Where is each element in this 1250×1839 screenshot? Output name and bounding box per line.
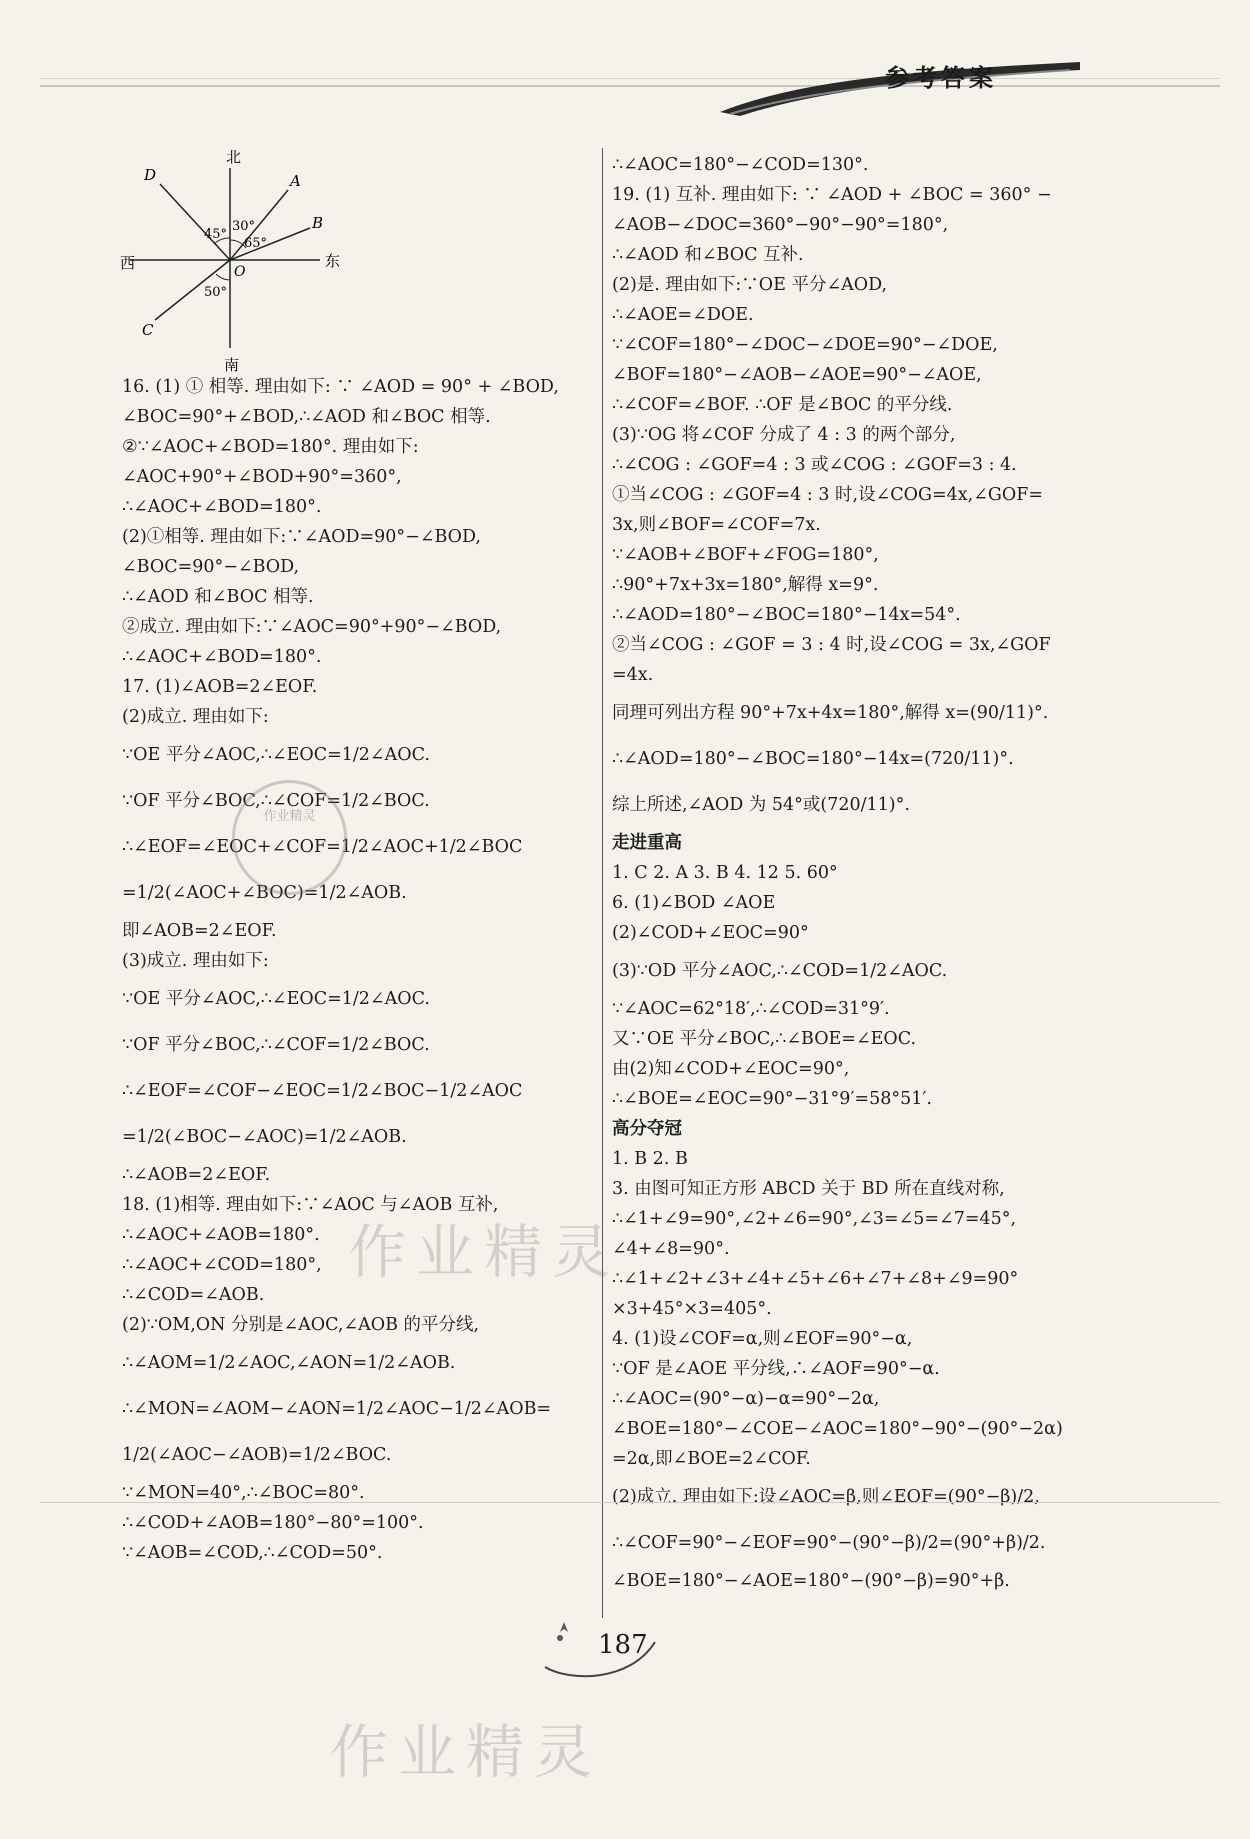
text-line: ∠BOC=90°−∠BOD,	[122, 557, 300, 577]
text-line: =1/2(∠AOC+∠BOC)=1/2∠AOB.	[122, 883, 407, 903]
text-line: ∵OF 平分∠BOC,∴∠COF=1/2∠BOC.	[122, 791, 430, 811]
section-heading: 高分夺冠	[612, 1119, 682, 1139]
text-line: ∵OF 是∠AOE 平分线,∴∠AOF=90°−α.	[612, 1359, 940, 1379]
header-title: 参考答案	[885, 63, 997, 92]
text-line: ∴∠AOD=180°−∠BOC=180°−14x=(720/11)°.	[612, 749, 1014, 769]
text-line: ∠BOF=180°−∠AOB−∠AOE=90°−∠AOE,	[612, 365, 982, 385]
text-line: ②∵∠AOC+∠BOD=180°. 理由如下:	[122, 437, 419, 457]
watermark-stamp: 作业精灵	[232, 780, 347, 895]
compass-west: 西	[120, 254, 136, 272]
text-line: ∠AOC+90°+∠BOD+90°=360°,	[122, 467, 402, 487]
text-line: ∴∠BOE=∠EOC=90°−31°9′=58°51′.	[612, 1089, 932, 1109]
text-line: (2)成立. 理由如下:	[122, 707, 269, 727]
text-line: ∠BOE=180°−∠AOE=180°−(90°−β)=90°+β.	[612, 1571, 1010, 1591]
label-b: B	[312, 214, 324, 232]
text-line: 由(2)知∠COD+∠EOC=90°,	[612, 1059, 850, 1079]
text-line: ∵∠AOC=62°18′,∴∠COD=31°9′.	[612, 999, 890, 1019]
text-line: ∴∠AOD 和∠BOC 互补.	[612, 245, 804, 265]
text-line: ∴∠MON=∠AOM−∠AON=1/2∠AOC−1/2∠AOB=	[122, 1399, 552, 1419]
text-line: (2)①相等. 理由如下:∵∠AOD=90°−∠BOD,	[122, 527, 481, 547]
text-line: 4. (1)设∠COF=α,则∠EOF=90°−α,	[612, 1329, 913, 1349]
compass-north: 北	[226, 148, 242, 166]
text-line: 17. (1)∠AOB=2∠EOF.	[122, 677, 318, 697]
text-line: ∠BOC=90°+∠BOD,∴∠AOD 和∠BOC 相等.	[122, 407, 491, 427]
text-line: 同理可列出方程 90°+7x+4x=180°,解得 x=(90/11)°.	[612, 703, 1049, 723]
text-line: ∠BOE=180°−∠COE−∠AOC=180°−90°−(90°−2α)	[612, 1419, 1063, 1439]
label-c: C	[142, 321, 154, 339]
text-line: ∴∠AOM=1/2∠AOC,∠AON=1/2∠AOB.	[122, 1353, 456, 1373]
text-line: ②当∠COG : ∠GOF = 3 : 4 时,设∠COG = 3x,∠GOF	[612, 635, 1051, 655]
text-line: ∴∠AOB=2∠EOF.	[122, 1165, 271, 1185]
text-line: ①当∠COG : ∠GOF=4 : 3 时,设∠COG=4x,∠GOF=	[612, 485, 1044, 505]
text-line: (2)∠COD+∠EOC=90°	[612, 923, 809, 943]
text-line: ∴∠AOC+∠BOD=180°.	[122, 497, 322, 517]
text-line: ∴∠1+∠9=90°,∠2+∠6=90°,∠3=∠5=∠7=45°,	[612, 1209, 1017, 1229]
text-line: ∴∠AOC+∠COD=180°,	[122, 1255, 322, 1275]
text-line: ∴∠AOD 和∠BOC 相等.	[122, 587, 314, 607]
text-line: 16. (1) ① 相等. 理由如下: ∵ ∠AOD = 90° + ∠BOD,	[122, 377, 559, 397]
text-line: 又∵OE 平分∠BOC,∴∠BOE=∠EOC.	[612, 1029, 917, 1049]
text-line: ∠AOB−∠DOC=360°−90°−90°=180°,	[612, 215, 949, 235]
text-line: ∴∠EOF=∠COF−∠EOC=1/2∠BOC−1/2∠AOC	[122, 1081, 523, 1101]
angle-30: 30°	[232, 219, 256, 234]
text-line: 19. (1) 互补. 理由如下: ∵ ∠AOD + ∠BOC = 360° −	[612, 185, 1052, 205]
text-line: ∴∠AOE=∠DOE.	[612, 305, 754, 325]
text-line: ∴∠AOC=(90°−α)−α=90°−2α,	[612, 1389, 880, 1409]
text-line: (3)∵OD 平分∠AOC,∴∠COD=1/2∠AOC.	[612, 961, 948, 981]
text-line: ∴∠COD=∠AOB.	[122, 1285, 265, 1305]
compass-south: 南	[224, 356, 240, 373]
text-line: 1. B 2. B	[612, 1149, 688, 1169]
text-line: (2)∵OM,ON 分别是∠AOC,∠AOB 的平分线,	[122, 1315, 480, 1335]
watermark-text: 作业精灵	[330, 1718, 603, 1786]
text-line: 3. 由图可知正方形 ABCD 关于 BD 所在直线对称,	[612, 1179, 1005, 1199]
text-line: ∵∠AOB=∠COD,∴∠COD=50°.	[122, 1543, 383, 1563]
text-line: ∴∠COG : ∠GOF=4 : 3 或∠COG : ∠GOF=3 : 4.	[612, 455, 1017, 475]
text-line: =1/2(∠BOC−∠AOC)=1/2∠AOB.	[122, 1127, 407, 1147]
section-heading: 走进重高	[612, 833, 682, 853]
text-line: =4x.	[612, 665, 654, 685]
text-line: ∴∠COD+∠AOB=180°−80°=100°.	[122, 1513, 424, 1533]
text-line: 综上所述,∠AOD 为 54°或(720/11)°.	[612, 795, 910, 815]
text-line: ∵∠COF=180°−∠DOC−∠DOE=90°−∠DOE,	[612, 335, 998, 355]
text-line: ∵OE 平分∠AOC,∴∠EOC=1/2∠AOC.	[122, 989, 430, 1009]
page-number: 187	[598, 1630, 648, 1660]
text-line: ∴∠COF=∠BOF. ∴OF 是∠BOC 的平分线.	[612, 395, 953, 415]
text-line: 1. C 2. A 3. B 4. 12 5. 60°	[612, 863, 838, 883]
text-line: (3)成立. 理由如下:	[122, 951, 269, 971]
text-line: ∴∠COF=90°−∠EOF=90°−(90°−β)/2=(90°+β)/2.	[612, 1533, 1046, 1553]
angle-45: 45°	[204, 227, 228, 242]
compass-east: 东	[325, 252, 341, 270]
text-line: ∴∠AOC+∠AOB=180°.	[122, 1225, 320, 1245]
text-line: 3x,则∠BOF=∠COF=7x.	[612, 515, 821, 535]
text-line: ∠4+∠8=90°.	[612, 1239, 730, 1259]
text-line: ∴90°+7x+3x=180°,解得 x=9°.	[612, 575, 879, 595]
compass-diagram	[120, 148, 360, 373]
right-column	[612, 150, 1112, 1596]
label-o: O	[234, 264, 246, 280]
text-line: ∵∠MON=40°,∴∠BOC=80°.	[122, 1483, 365, 1503]
text-line: (2)是. 理由如下:∵OE 平分∠AOD,	[612, 275, 888, 295]
left-column	[122, 372, 592, 1568]
text-line: (3)∵OG 将∠COF 分成了 4 : 3 的两个部分,	[612, 425, 956, 445]
text-line: ∴∠EOF=∠EOC+∠COF=1/2∠AOC+1/2∠BOC	[122, 837, 523, 857]
text-line: ∴∠1+∠2+∠3+∠4+∠5+∠6+∠7+∠8+∠9=90°	[612, 1269, 1019, 1289]
text-line: ∵OF 平分∠BOC,∴∠COF=1/2∠BOC.	[122, 1035, 430, 1055]
text-line: ∵∠AOB+∠BOF+∠FOG=180°,	[612, 545, 879, 565]
text-line: 即∠AOB=2∠EOF.	[122, 921, 277, 941]
text-line: ∴∠AOC=180°−∠COD=130°.	[612, 155, 869, 175]
angle-65: 65°	[244, 236, 268, 251]
text-line: (2)成立. 理由如下:设∠AOC=β,则∠EOF=(90°−β)/2,	[612, 1487, 1040, 1507]
angle-50: 50°	[204, 285, 228, 300]
text-line: 6. (1)∠BOD ∠AOE	[612, 893, 776, 913]
text-line: ∵OE 平分∠AOC,∴∠EOC=1/2∠AOC.	[122, 745, 430, 765]
watermark-text: 作业精灵	[348, 1218, 621, 1286]
text-line: ∴∠AOD=180°−∠BOC=180°−14x=54°.	[612, 605, 961, 625]
text-line: ②成立. 理由如下:∵∠AOC=90°+90°−∠BOD,	[122, 617, 502, 637]
text-line: ∴∠AOC+∠BOD=180°.	[122, 647, 322, 667]
label-a: A	[290, 172, 301, 190]
text-line: ×3+45°×3=405°.	[612, 1299, 772, 1319]
text-line: 18. (1)相等. 理由如下:∵∠AOC 与∠AOB 互补,	[122, 1195, 499, 1215]
column-divider	[602, 148, 603, 1618]
text-line: =2α,即∠BOE=2∠COF.	[612, 1449, 811, 1469]
label-d: D	[144, 166, 157, 184]
text-line: 1/2(∠AOC−∠AOB)=1/2∠BOC.	[122, 1445, 392, 1465]
bottom-rule	[40, 1502, 1220, 1503]
